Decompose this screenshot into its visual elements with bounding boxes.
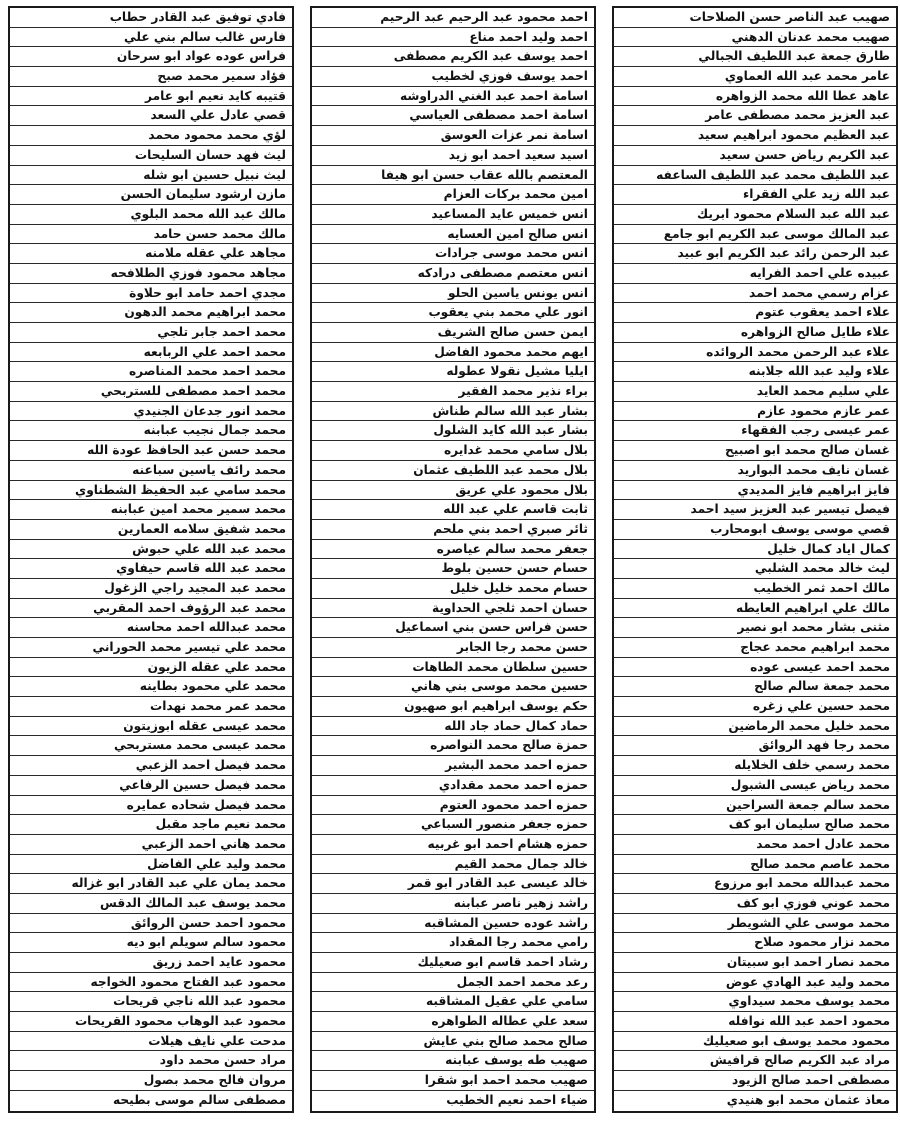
name-row: عزام رسمي محمد احمد	[614, 284, 896, 304]
name-row: محمد عبد الله قاسم حيفاوي	[10, 559, 292, 579]
name-row: مراد حسن محمد داود	[10, 1051, 292, 1071]
name-row: اسامة احمد عبد الغني الدراوشه	[312, 87, 594, 107]
name-row: رعد محمد احمد الجمل	[312, 973, 594, 993]
name-row: انس يونس ياسين الحلو	[312, 284, 594, 304]
names-column-middle	[310, 6, 596, 1113]
name-row: حماد كمال حماد جاد الله	[312, 717, 594, 737]
name-row: انس صالح امين العسايه	[312, 225, 594, 245]
name-row: مالك احمد ثمر الخطيب	[614, 579, 896, 599]
name-row: حسام حسن حسين بلوط	[312, 559, 594, 579]
name-row: محمد حسن عبد الحافظ عودة الله	[10, 441, 292, 461]
name-row: محمد سالم جمعة السراحين	[614, 796, 896, 816]
name-row: محمد شفيق سلامه العمارين	[10, 520, 292, 540]
name-row: مالك علي ابراهيم العايطه	[614, 599, 896, 619]
name-row: محمود محمد يوسف ابو صعيليك	[614, 1032, 896, 1052]
name-row: عبد العزيز محمد مصطفى عامر	[614, 106, 896, 126]
name-row: حمزه احمد محمد مقدادي	[312, 776, 594, 796]
name-row: فؤاد سمير محمد صبح	[10, 67, 292, 87]
name-row: ثائر صبري احمد بني ملحم	[312, 520, 594, 540]
name-row: اسامة نمر عزات العوسق	[312, 126, 594, 146]
name-row: عبد الله زيد علي الفقراء	[614, 185, 896, 205]
name-row: محمد موسى علي الشويطر	[614, 914, 896, 934]
name-row: محمد نعيم ماجد مقبل	[10, 815, 292, 835]
name-row: محمد جمال نجيب عبابنه	[10, 421, 292, 441]
name-row: محمد فيصل شحاده عمايره	[10, 796, 292, 816]
name-row: ليث نبيل حسين ابو شله	[10, 166, 292, 186]
name-row: محمد علي محمود بطاينه	[10, 677, 292, 697]
name-row: طارق جمعة عبد اللطيف الجبالي	[614, 47, 896, 67]
name-row: محمد عبد المجيد راجي الزغول	[10, 579, 292, 599]
name-row: مازن ارشود سليمان الحسن	[10, 185, 292, 205]
name-row: مالك عبد الله محمد البلوي	[10, 205, 292, 225]
name-row: محمد ابراهيم محمد الدهون	[10, 303, 292, 323]
name-row: حمزة صالح محمد النواصره	[312, 736, 594, 756]
name-row: لؤي محمد محمود محمد	[10, 126, 292, 146]
name-row: رشاد احمد قاسم ابو صعيليك	[312, 953, 594, 973]
name-row: بشار عبد الله سالم طناش	[312, 402, 594, 422]
name-row: مراد عبد الكريم صالح قرافيش	[614, 1051, 896, 1071]
name-row: صهيب محمد عدنان الدهني	[614, 28, 896, 48]
name-row: بلال سامي محمد غدايره	[312, 441, 594, 461]
name-row: راشد زهير ناصر عبابنه	[312, 894, 594, 914]
name-row: عبد الله عبد السلام محمود ابريك	[614, 205, 896, 225]
name-row: حسان احمد ثلجي الحداوية	[312, 599, 594, 619]
name-row: بشار عبد الله كايد الشلول	[312, 421, 594, 441]
name-row: احمد محمود عبد الرحيم عبد الرحيم	[312, 8, 594, 28]
name-row: علاء وليد عبد الله جلابنه	[614, 362, 896, 382]
name-row: محمد عادل احمد محمد	[614, 835, 896, 855]
name-row: عبد الكريم رياض حسن سعيد	[614, 146, 896, 166]
name-row: انس خميس عايد المساعيد	[312, 205, 594, 225]
name-row: محمد احمد محمد المناصره	[10, 362, 292, 382]
name-row: احمد وليد احمد مناع	[312, 28, 594, 48]
name-row: علاء عبد الرحمن محمد الروائده	[614, 343, 896, 363]
name-row: حسين محمد موسى بني هاني	[312, 677, 594, 697]
name-row: غسان صالح محمد ابو اصبيح	[614, 441, 896, 461]
name-row: محمد صالح سليمان ابو كف	[614, 815, 896, 835]
name-row: محمد رجا فهد الروائق	[614, 736, 896, 756]
name-row: فادي توفيق عبد القادر حطاب	[10, 8, 292, 28]
name-row: محمد يمان علي عبد القادر ابو غزاله	[10, 874, 292, 894]
name-row: محمد هاني احمد الزعبي	[10, 835, 292, 855]
name-row: قتيبه كايد نعيم ابو عامر	[10, 87, 292, 107]
name-row: محمد نصار احمد ابو سبيتان	[614, 953, 896, 973]
name-row: فايز ابراهيم فايز المديدي	[614, 481, 896, 501]
name-row: مصطفى سالم موسى بطيحه	[112, 1092, 286, 1107]
name-row: بلال محمود علي عريق	[312, 481, 594, 501]
name-row: فيصل تيسير عبد العزيز سيد احمد	[614, 500, 896, 520]
name-row: محمود عايد احمد زريق	[10, 953, 292, 973]
name-row: حمزه هشام احمد ابو غربيه	[312, 835, 594, 855]
name-row: محمد عبدالله احمد محاسنه	[10, 618, 292, 638]
name-row: رامي محمد رجا المقداد	[312, 933, 594, 953]
name-row: محمد علي تيسير محمد الحوراني	[10, 638, 292, 658]
name-row: جعفر محمد سالم عياصره	[312, 540, 594, 560]
name-row: محمد ابراهيم محمد عجاج	[614, 638, 896, 658]
name-row: محمد رياض عيسى الشبول	[614, 776, 896, 796]
name-row: ايمن حسن صالح الشريف	[312, 323, 594, 343]
name-row: محمود عبد الوهاب محمود القريحات	[10, 1012, 292, 1032]
name-row: محمد عوني فوزي ابو كف	[614, 894, 896, 914]
name-row: محمد حسين علي زغره	[614, 697, 896, 717]
name-row: محمد سمير محمد امين عبابنه	[10, 500, 292, 520]
name-row: مجاهد محمود فوزي الطلافحه	[10, 264, 292, 284]
names-column-left	[8, 6, 294, 1113]
name-row: صالح محمد صالح بني عايش	[312, 1032, 594, 1052]
name-row: محمد عمر محمد نهدات	[10, 697, 292, 717]
name-row: محمد يوسف محمد سيداوي	[614, 992, 896, 1012]
name-row: محمد احمد عيسى عوده	[614, 658, 896, 678]
name-row: معاذ عثمان محمد ابو هنيدي	[726, 1092, 890, 1107]
name-row: محمد عبد الرؤوف احمد المقربي	[10, 599, 292, 619]
name-row: حسن فراس حسن بني اسماعيل	[312, 618, 594, 638]
names-column-right	[612, 6, 898, 1113]
name-row: حكم يوسف ابراهيم ابو صهيون	[312, 697, 594, 717]
name-row: محمد وليد علي الفاضل	[10, 855, 292, 875]
name-row: محمد عبد الله علي حبوش	[10, 540, 292, 560]
name-row: عاهد عطا الله محمد الزواهره	[614, 87, 896, 107]
name-row: اسامة احمد مصطفى العياسي	[312, 106, 594, 126]
name-row: ايليا مشيل نقولا عطوله	[312, 362, 594, 382]
name-row: خالد عيسى عبد القادر ابو قمر	[312, 874, 594, 894]
name-row: انس معتصم مصطفى درادكه	[312, 264, 594, 284]
name-row: محمد احمد جابر تلجي	[10, 323, 292, 343]
name-row: محمد يوسف عبد المالك الدقس	[10, 894, 292, 914]
name-row: المعتصم بالله عقاب حسن ابو هيفا	[312, 166, 594, 186]
name-row: فراس عوده عواد ابو سرحان	[10, 47, 292, 67]
name-row: انور علي محمد بني يعقوب	[312, 303, 594, 323]
name-row: سعد علي عطاله الطواهره	[312, 1012, 594, 1032]
name-row: محمود عبد الله ناجي قريحات	[10, 992, 292, 1012]
name-row: صهيب محمد احمد ابو شقرا	[312, 1071, 594, 1091]
name-row: اسيد سعيد احمد ابو زيد	[312, 146, 594, 166]
name-row: عمر عازم محمود عازم	[614, 402, 896, 422]
name-row: محمد سامي عبد الحفيظ الشطناوي	[10, 481, 292, 501]
name-row: راشد عوده حسين المشاقبه	[312, 914, 594, 934]
name-row: مالك محمد حسن حامد	[10, 225, 292, 245]
name-row: محمد عاصم محمد صالح	[614, 855, 896, 875]
name-row: مثنى بشار محمد ابو نصير	[614, 618, 896, 638]
name-row: عبد الرحمن رائد عبد الكريم ابو عبيد	[614, 244, 896, 264]
name-row: محمد رائف ياسين سباعنه	[10, 461, 292, 481]
name-row: غسان نايف محمد البواريد	[614, 461, 896, 481]
name-row: سامي علي عقيل المشاقبه	[312, 992, 594, 1012]
name-row: محمد احمد علي الربابعه	[10, 343, 292, 363]
name-row: بلال محمد عبد اللطيف عثمان	[312, 461, 594, 481]
name-row: محمد عيسى محمد مستربحي	[10, 736, 292, 756]
name-row: محمد نزار محمود صلاح	[614, 933, 896, 953]
name-row: محمد فيصل احمد الزعبي	[10, 756, 292, 776]
name-row: محمد خليل محمد الرماضين	[614, 717, 896, 737]
name-row: عبد المالك موسى عبد الكريم ابو جامع	[614, 225, 896, 245]
name-row: قصي موسى يوسف ابومحارب	[614, 520, 896, 540]
name-row: كمال اياد كمال خليل	[614, 540, 896, 560]
name-row: محمد علي عقله الزيون	[10, 658, 292, 678]
name-row: محمد انور جدعان الجنيدي	[10, 402, 292, 422]
name-row: محمد وليد عبد الهادي عوض	[614, 973, 896, 993]
name-row: احمد يوسف فوزي لخطيب	[312, 67, 594, 87]
name-row: علي سليم محمد العايد	[614, 382, 896, 402]
name-row: علاء طايل صالح الزواهره	[614, 323, 896, 343]
name-row: حمزه احمد محمد البشير	[312, 756, 594, 776]
name-row: مدحت علي نايف هيلات	[10, 1032, 292, 1052]
name-row: امين محمد بركات العزام	[312, 185, 594, 205]
name-row: ليث فهد حسان السليحات	[10, 146, 292, 166]
name-row: محمد رسمي خلف الخلايله	[614, 756, 896, 776]
name-row: صهيب عبد الناصر حسن الصلاحات	[614, 8, 896, 28]
name-row: خالد جمال محمد القيم	[312, 855, 594, 875]
name-row: مروان فالح محمد بصول	[10, 1071, 292, 1091]
name-row: محمد عيسى عقله ابوزيتون	[10, 717, 292, 737]
name-row: محمد احمد مصطفى للستربحي	[10, 382, 292, 402]
name-row: ليث خالد محمد الشلبي	[614, 559, 896, 579]
name-row: مجدي احمد حامد ابو حلاوة	[10, 284, 292, 304]
name-row: مجاهد علي عقله ملامنه	[10, 244, 292, 264]
name-row: محمود احمد عبد الله نوافله	[614, 1012, 896, 1032]
name-row: حسام محمد خليل خليل	[312, 579, 594, 599]
name-row: انس محمد موسى جرادات	[312, 244, 594, 264]
name-row: براء نذير محمد الفقير	[312, 382, 594, 402]
name-row: عامر محمد عبد الله العماوي	[614, 67, 896, 87]
name-row: مصطفى احمد صالح الزيود	[614, 1071, 896, 1091]
name-row: محمود عبد الفتاح محمود الخواجه	[10, 973, 292, 993]
name-row: احمد يوسف عبد الكريم مصطفى	[312, 47, 594, 67]
name-row: محمود سالم سويلم ابو ديه	[10, 933, 292, 953]
name-row: صهيب طه يوسف عبابنه	[312, 1051, 594, 1071]
name-row: حمزه احمد محمود العتوم	[312, 796, 594, 816]
name-row: ضياء احمد نعيم الخطيب	[446, 1092, 588, 1107]
name-row: فارس غالب سالم بني علي	[10, 28, 292, 48]
name-row: محمود احمد حسن الروائق	[10, 914, 292, 934]
name-row: عمر عيسى رجب الفقهاء	[614, 421, 896, 441]
name-row: محمد فيصل حسين الرفاعي	[10, 776, 292, 796]
name-row: ايهم محمد محمود الفاضل	[312, 343, 594, 363]
name-row: حسين سلطان محمد الطاهات	[312, 658, 594, 678]
name-row: قصي عادل علي السعد	[10, 106, 292, 126]
name-row: حمزه جعفر منصور السباعي	[312, 815, 594, 835]
name-row: عبد اللطيف محمد عبد اللطيف الساعفه	[614, 166, 896, 186]
name-row: محمد جمعة سالم صالح	[614, 677, 896, 697]
name-row: عبد العظيم محمود ابراهيم سعيد	[614, 126, 896, 146]
name-row: علاء احمد يعقوب عتوم	[614, 303, 896, 323]
name-row: ثابت قاسم علي عبد الله	[312, 500, 594, 520]
name-row: عبيده علي احمد الفرايه	[614, 264, 896, 284]
name-row: حسن محمد رجا الجابر	[312, 638, 594, 658]
name-row: محمد عبدالله محمد ابو مرزوع	[614, 874, 896, 894]
